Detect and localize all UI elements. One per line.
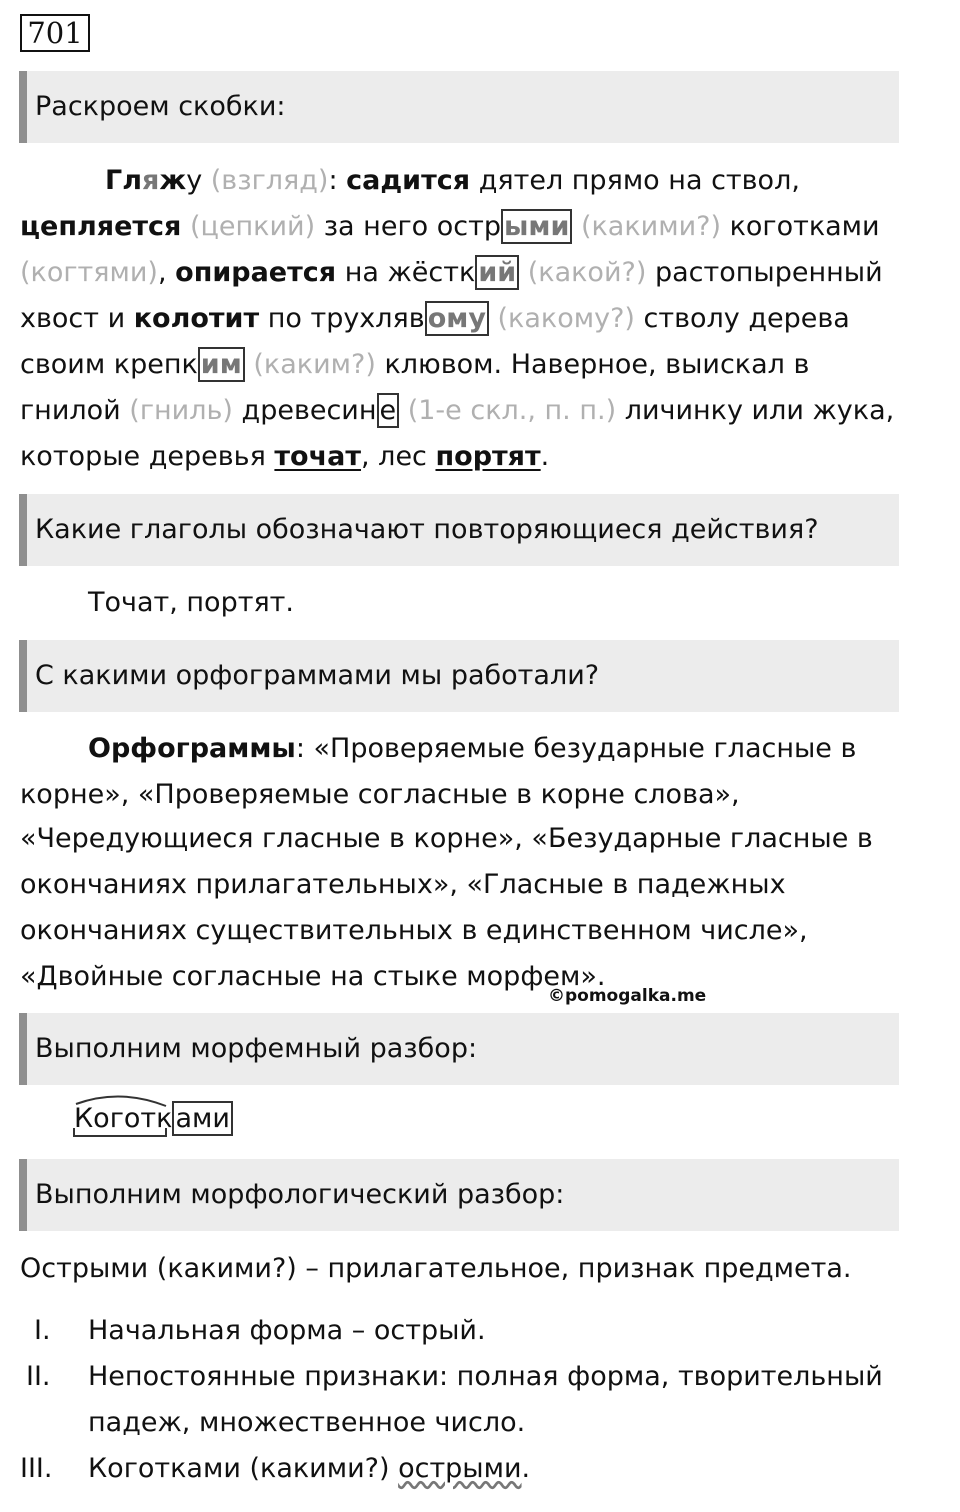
orthograms-line-6: «Двойные согласные на стыке морфем».: [20, 961, 606, 992]
orthograms-line-2: корне», «Проверяемые согласные в корне слова»,: [20, 779, 740, 810]
list-num-1: I.: [34, 1315, 51, 1346]
text-line-6: гнилой (гниль) древесин е (1-е скл., п. п.) личинку или жука,: [20, 395, 895, 426]
answer-verbs: Точат, портят.: [88, 587, 294, 618]
orthograms-line-5: окончаниях существительных в единственном числе»,: [20, 915, 808, 946]
morph-intro: Острыми (какими?) – прилагательное, признак предмета.: [20, 1253, 852, 1284]
list-item-2: Непостоянные признаки: полная форма, творительный: [88, 1361, 883, 1392]
task-number: 701: [20, 14, 90, 52]
orthograms-line-1: Орфограммы: «Проверяемые безударные гласные в: [88, 733, 857, 764]
morpheme-marks: [70, 1094, 173, 1144]
orthograms-line-3: «Чередующиеся гласные в корне», «Безударные гласные в: [20, 823, 873, 854]
text-line-1: Гляжу (взгляд): садится дятел прямо на ствол,: [105, 165, 800, 196]
heading-verbs-question: Какие глаголы обозначают повторяющиеся действия?: [19, 494, 899, 566]
list-item-3: Коготками (какими?) острыми.: [88, 1453, 531, 1484]
list-num-3: III.: [20, 1453, 53, 1484]
orthograms-line-4: окончаниях прилагательных», «Гласные в падежных: [20, 869, 786, 900]
heading-orthograms-question: С какими орфограммами мы работали?: [19, 640, 899, 712]
morpheme-ending: ами: [172, 1101, 232, 1136]
morpheme-root: Коготк: [74, 1103, 173, 1134]
text-line-3: (когтями), опирается на жёстк ий (какой?) растопыренный: [20, 257, 883, 288]
watermark: ©pomogalka.me: [548, 986, 707, 1006]
list-item-1: Начальная форма – острый.: [88, 1315, 486, 1346]
heading-morpheme-analysis: Выполним морфемный разбор:: [19, 1013, 899, 1085]
heading-open-brackets: Раскроем скобки:: [19, 71, 899, 143]
text-line-5: своим крепк им (каким?) клювом. Наверное, выискал в: [20, 349, 810, 380]
heading-morphology-analysis: Выполним морфологический разбор:: [19, 1159, 899, 1231]
text-line-2: цепляется (цепкий) за него остр ыми (какими?) коготками: [20, 211, 880, 242]
list-item-2-cont: падеж, множественное число.: [88, 1407, 526, 1438]
list-num-2: II.: [26, 1361, 51, 1392]
text-line-4: хвост и колотит по трухляв ому (какому?) стволу дерева: [20, 303, 850, 334]
text-line-7: которые деревья точат, лес портят.: [20, 441, 550, 472]
